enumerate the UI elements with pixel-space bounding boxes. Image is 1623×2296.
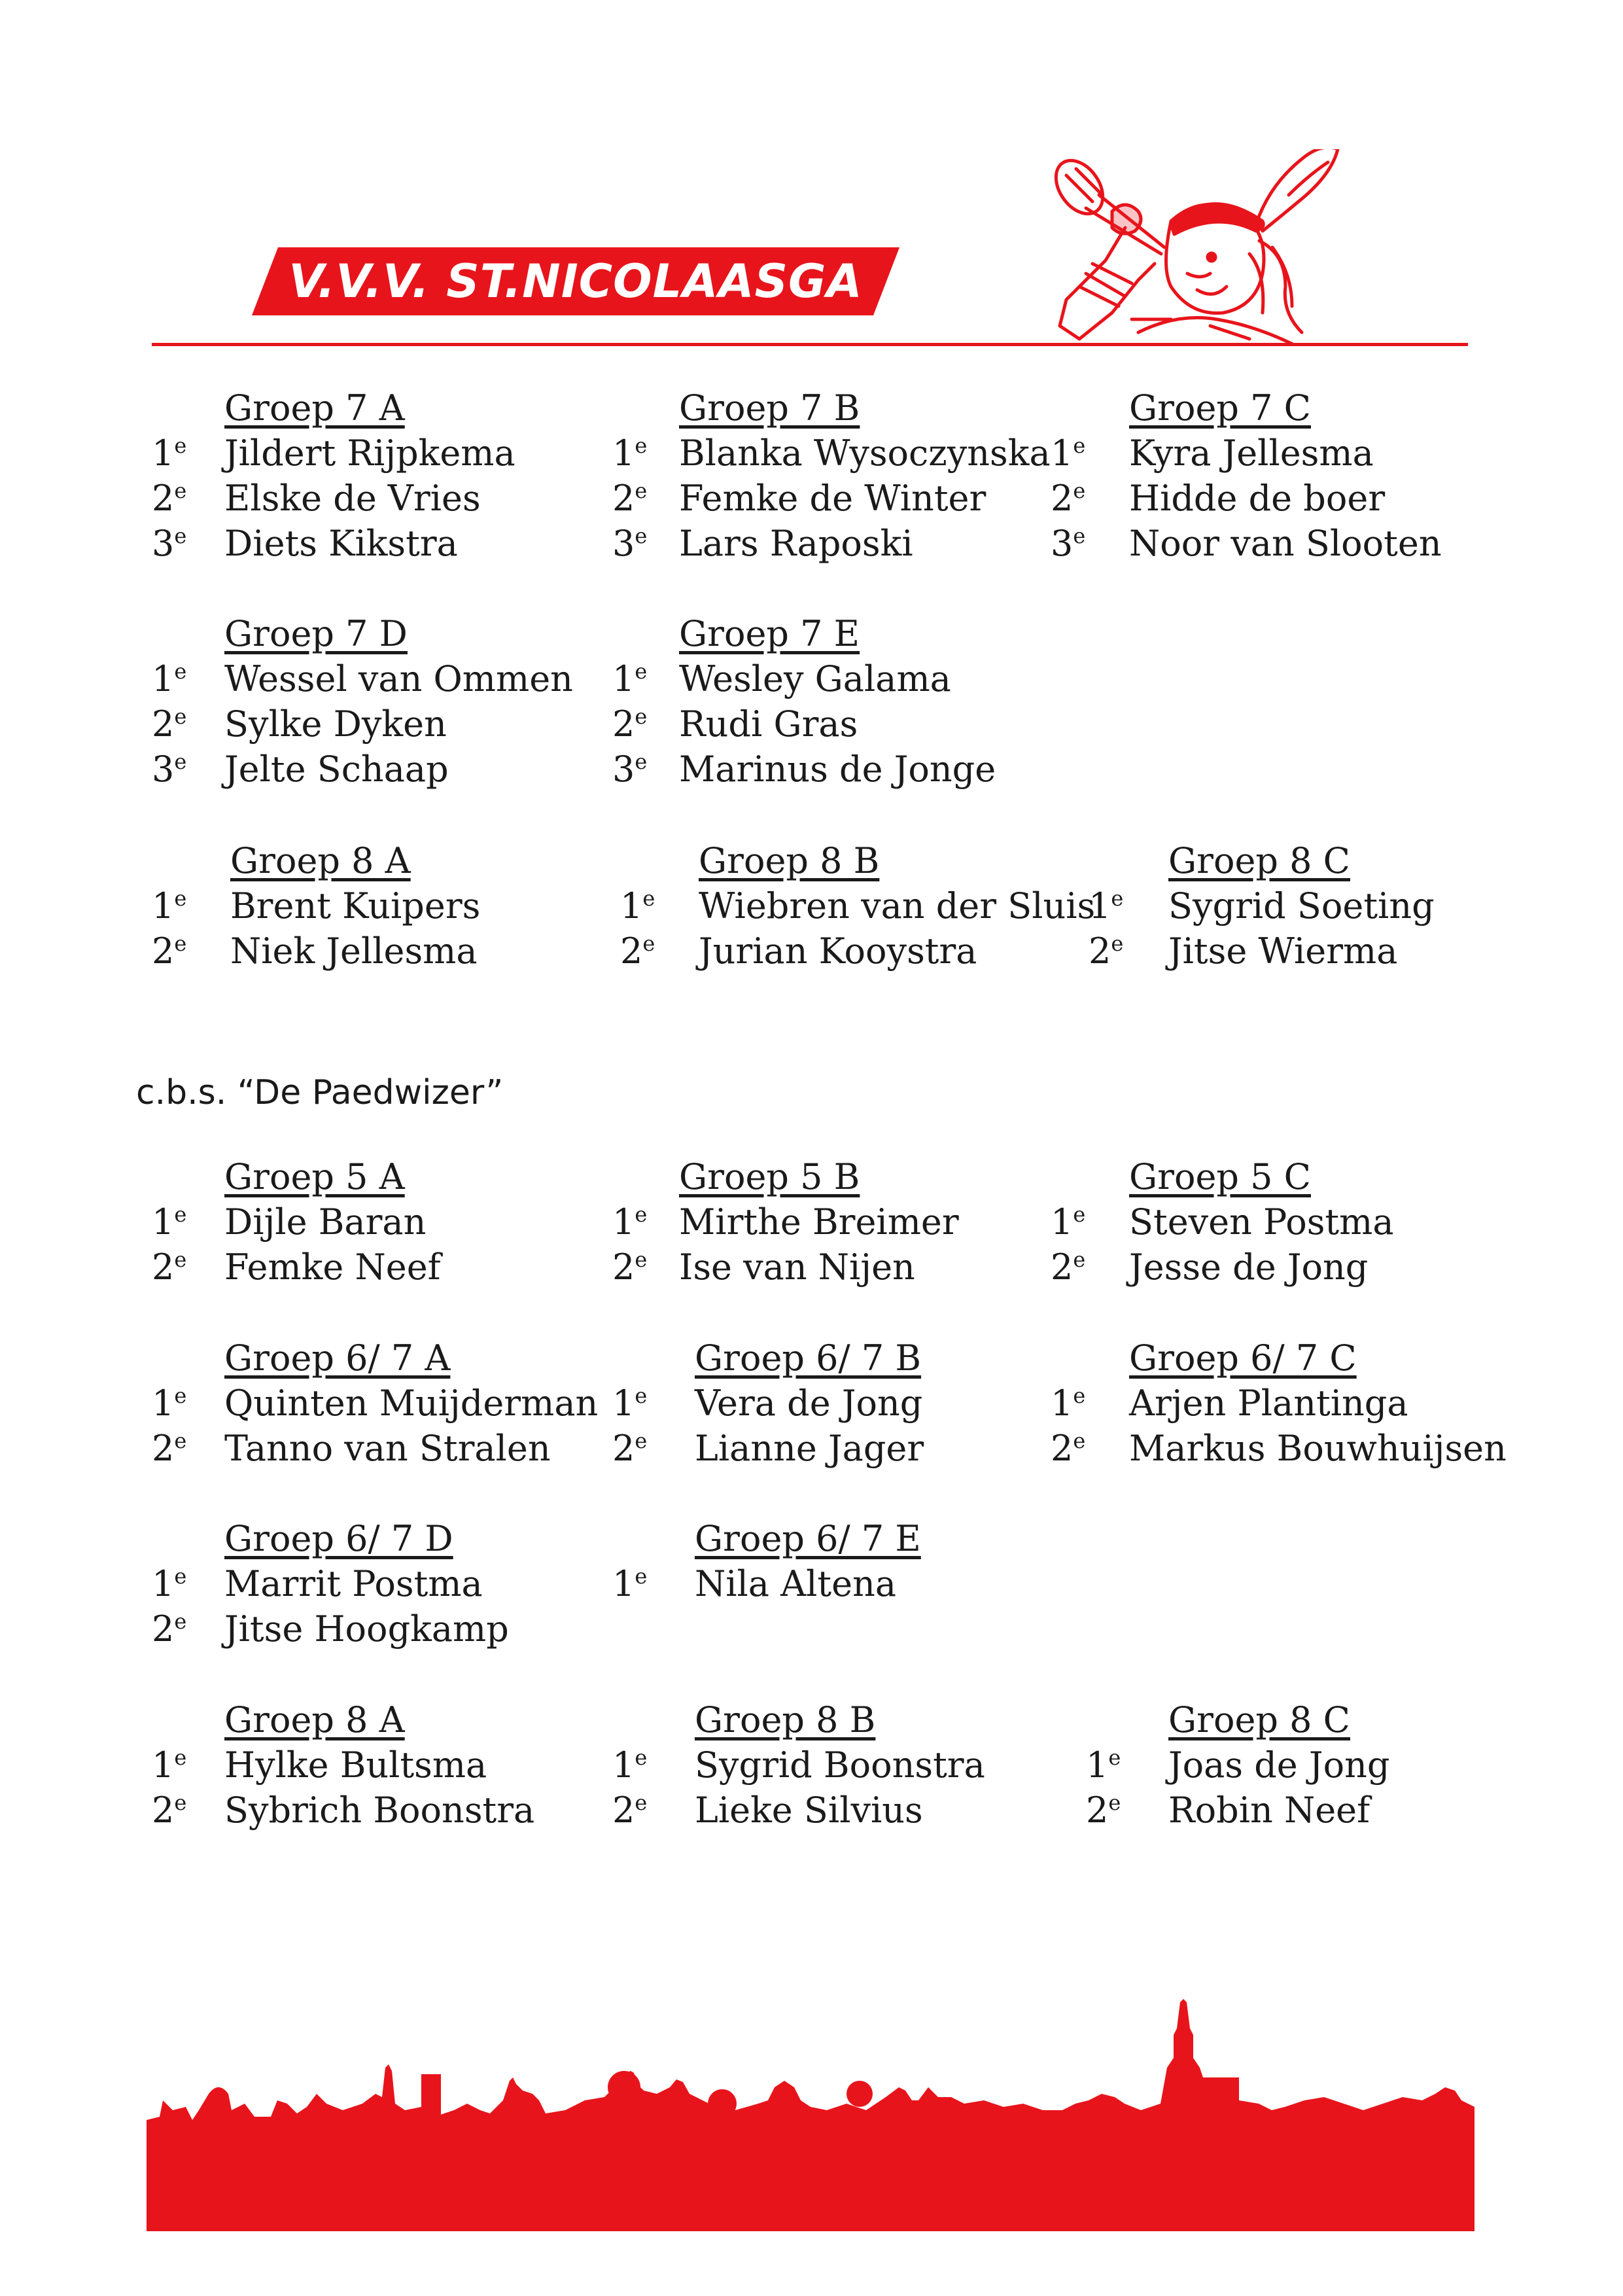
winner-name: Quinten Muijderman	[224, 1383, 599, 1424]
group-heading: Groep 8 B	[699, 840, 880, 881]
rank-number: 2	[1086, 1790, 1109, 1831]
rank-number: 1	[612, 1744, 635, 1786]
rank-label	[612, 1563, 647, 1604]
rank-label	[1051, 433, 1085, 474]
winner-name: Hylke Bultsma	[224, 1744, 487, 1786]
winner-name: Wiebren van der Sluis	[699, 885, 1096, 927]
rank-suffix: e	[174, 1202, 187, 1227]
group-heading: Groep 6/ 7 B	[695, 1337, 922, 1379]
group-heading: Groep 8 A	[224, 1699, 405, 1740]
winner-name: Mirthe Breimer	[679, 1201, 959, 1243]
school-title: c.b.s. “De Paedwizer”	[136, 1073, 504, 1112]
rank-number: 2	[1051, 478, 1073, 519]
rank-number: 2	[1051, 1246, 1073, 1288]
rank-suffix: e	[635, 478, 648, 503]
rank-number: 2	[152, 478, 175, 519]
rank-label	[612, 703, 647, 745]
rank-label	[1086, 1790, 1121, 1831]
rank-label	[1051, 1246, 1085, 1288]
rank-label	[1051, 1383, 1085, 1424]
rank-number: 2	[152, 1790, 175, 1831]
rank-suffix: e	[635, 1745, 648, 1770]
rank-label	[152, 523, 186, 564]
group-heading: Groep 7 E	[679, 613, 860, 654]
rank-suffix: e	[1111, 931, 1124, 956]
winner-name: Jitse Wierma	[1168, 930, 1398, 972]
winner-name: Jurian Kooystra	[699, 930, 977, 972]
rank-label	[152, 658, 186, 699]
rank-number: 1	[152, 1563, 175, 1604]
rank-suffix: e	[174, 886, 187, 911]
winner-name: Nila Altena	[695, 1563, 897, 1604]
rank-number: 2	[152, 703, 175, 745]
winner-name: Markus Bouwhuijsen	[1129, 1428, 1507, 1469]
rank-suffix: e	[635, 1383, 648, 1408]
rank-label	[620, 930, 655, 972]
rank-number: 2	[152, 1428, 175, 1469]
rank-suffix: e	[635, 704, 648, 729]
rank-label	[152, 1246, 186, 1288]
rank-suffix: e	[1073, 478, 1086, 503]
rank-number: 1	[152, 658, 175, 699]
winner-name: Wesley Galama	[679, 658, 951, 699]
winner-name: Kyra Jellesma	[1129, 433, 1374, 474]
rank-label	[152, 478, 186, 519]
rank-label	[1089, 885, 1123, 927]
rank-suffix: e	[635, 433, 648, 458]
header-rule	[152, 343, 1468, 346]
winner-name: Femke de Winter	[679, 478, 986, 519]
rank-label	[1051, 478, 1085, 519]
rank-number: 2	[612, 1790, 635, 1831]
rank-label	[612, 1790, 647, 1831]
rank-number: 1	[612, 1383, 635, 1424]
rank-number: 3	[152, 523, 175, 564]
winner-name: Steven Postma	[1129, 1201, 1394, 1243]
rank-label	[152, 703, 186, 745]
winner-name: Lars Raposki	[679, 523, 913, 564]
header-title: V.V.V. ST.NICOLAASGA	[288, 255, 863, 308]
winner-name: Diets Kikstra	[224, 523, 458, 564]
rank-label	[152, 1608, 186, 1650]
winner-name: Blanka Wysoczynska	[679, 433, 1051, 474]
rank-label	[152, 885, 186, 927]
rank-number: 1	[620, 885, 643, 927]
winner-name: Jildert Rijpkema	[224, 433, 515, 474]
group-heading: Groep 5 C	[1129, 1156, 1311, 1197]
village-skyline	[147, 1996, 1475, 2231]
group-heading: Groep 7 B	[679, 387, 860, 429]
group-heading: Groep 5 B	[679, 1156, 860, 1197]
winner-name: Wessel van Ommen	[224, 658, 573, 699]
rank-suffix: e	[635, 659, 648, 684]
rank-suffix: e	[174, 1790, 187, 1815]
rank-number: 2	[152, 1246, 175, 1288]
herald-logo	[1040, 149, 1367, 345]
group-heading: Groep 8 C	[1168, 1699, 1350, 1740]
rank-suffix: e	[174, 478, 187, 503]
winner-name: Lianne Jager	[695, 1428, 924, 1469]
rank-number: 3	[612, 749, 635, 790]
rank-suffix: e	[174, 433, 187, 458]
rank-number: 2	[612, 703, 635, 745]
rank-suffix: e	[174, 659, 187, 684]
winner-name: Noor van Slooten	[1129, 523, 1442, 564]
rank-number: 1	[1051, 433, 1073, 474]
rank-suffix: e	[1073, 1247, 1086, 1272]
rank-number: 2	[1089, 930, 1111, 972]
rank-label	[152, 1201, 186, 1243]
rank-number: 2	[152, 1608, 175, 1650]
rank-label	[612, 1744, 647, 1786]
rank-suffix: e	[174, 931, 187, 956]
rank-number: 1	[612, 658, 635, 699]
rank-number: 1	[152, 1383, 175, 1424]
winner-name: Hidde de boer	[1129, 478, 1386, 519]
rank-number: 2	[612, 1428, 635, 1469]
rank-label	[612, 658, 647, 699]
group-heading: Groep 5 A	[224, 1156, 405, 1197]
rank-number: 1	[612, 433, 635, 474]
winner-name: Joas de Jong	[1168, 1744, 1390, 1786]
winner-name: Tanno van Stralen	[224, 1428, 551, 1469]
rank-suffix: e	[642, 886, 655, 911]
group-heading: Groep 6/ 7 E	[695, 1518, 921, 1559]
winner-name: Vera de Jong	[695, 1383, 923, 1424]
rank-suffix: e	[1073, 1383, 1086, 1408]
rank-number: 3	[612, 523, 635, 564]
rank-number: 1	[1051, 1201, 1073, 1243]
rank-label	[152, 1744, 186, 1786]
rank-label	[620, 885, 655, 927]
rank-suffix: e	[174, 1609, 187, 1634]
group-heading: Groep 7 D	[224, 613, 408, 654]
rank-label	[612, 1246, 647, 1288]
rank-suffix: e	[174, 704, 187, 729]
winner-name: Arjen Plantinga	[1129, 1383, 1408, 1424]
rank-suffix: e	[174, 1745, 187, 1770]
winner-name: Sygrid Boonstra	[695, 1744, 985, 1786]
rank-suffix: e	[1111, 886, 1124, 911]
winner-name: Jelte Schaap	[224, 749, 449, 790]
rank-number: 1	[612, 1563, 635, 1604]
rank-suffix: e	[635, 1428, 648, 1453]
rank-number: 2	[152, 930, 175, 972]
rank-number: 2	[620, 930, 643, 972]
rank-label	[152, 1428, 186, 1469]
winner-name: Ise van Nijen	[679, 1246, 915, 1288]
rank-label	[612, 523, 647, 564]
winner-name: Robin Neef	[1168, 1790, 1370, 1831]
rank-label	[152, 1383, 186, 1424]
rank-suffix: e	[635, 1247, 648, 1272]
rank-label	[152, 749, 186, 790]
rank-suffix: e	[174, 1428, 187, 1453]
rank-label	[1089, 930, 1123, 972]
rank-suffix: e	[635, 1790, 648, 1815]
winner-name: Jitse Hoogkamp	[224, 1608, 509, 1650]
rank-label	[1051, 1428, 1085, 1469]
winner-name: Lieke Silvius	[695, 1790, 923, 1831]
winner-name: Niek Jellesma	[230, 930, 478, 972]
winner-name: Brent Kuipers	[230, 885, 481, 927]
rank-suffix: e	[635, 749, 648, 774]
winner-name: Marinus de Jonge	[679, 749, 996, 790]
rank-suffix: e	[635, 1202, 648, 1227]
group-heading: Groep 8 A	[230, 840, 411, 881]
rank-label	[612, 1201, 647, 1243]
rank-suffix: e	[1073, 1202, 1086, 1227]
group-heading: Groep 7 A	[224, 387, 405, 429]
rank-suffix: e	[1073, 1428, 1086, 1453]
rank-label	[152, 1790, 186, 1831]
rank-number: 3	[152, 749, 175, 790]
rank-label	[612, 478, 647, 519]
rank-suffix: e	[174, 1247, 187, 1272]
winner-name: Rudi Gras	[679, 703, 858, 745]
rank-suffix: e	[642, 931, 655, 956]
rank-suffix: e	[635, 1564, 648, 1589]
rank-label	[612, 433, 647, 474]
rank-number: 1	[152, 1201, 175, 1243]
group-heading: Groep 6/ 7 C	[1129, 1337, 1357, 1379]
rank-number: 1	[612, 1201, 635, 1243]
rank-suffix: e	[1073, 433, 1086, 458]
rank-suffix: e	[174, 523, 187, 548]
winner-name: Marrit Postma	[224, 1563, 483, 1604]
rank-label	[152, 433, 186, 474]
rank-suffix: e	[1073, 523, 1086, 548]
header-banner	[252, 247, 899, 315]
rank-number: 1	[1089, 885, 1111, 927]
rank-number: 3	[1051, 523, 1073, 564]
rank-number: 1	[152, 1744, 175, 1786]
winner-name: Dijle Baran	[224, 1201, 427, 1243]
rank-number: 1	[152, 433, 175, 474]
rank-suffix: e	[174, 1564, 187, 1589]
rank-suffix: e	[635, 523, 648, 548]
rank-suffix: e	[1108, 1790, 1121, 1815]
winner-name: Sybrich Boonstra	[224, 1790, 535, 1831]
rank-label	[612, 1428, 647, 1469]
rank-suffix: e	[174, 749, 187, 774]
winner-name: Sylke Dyken	[224, 703, 447, 745]
rank-label	[1086, 1744, 1121, 1786]
rank-number: 2	[1051, 1428, 1073, 1469]
rank-label	[152, 1563, 186, 1604]
winner-name: Jesse de Jong	[1129, 1246, 1369, 1288]
winner-name: Elske de Vries	[224, 478, 481, 519]
rank-suffix: e	[174, 1383, 187, 1408]
rank-label	[1051, 1201, 1085, 1243]
rank-number: 1	[1051, 1383, 1073, 1424]
group-heading: Groep 7 C	[1129, 387, 1311, 429]
winner-name: Sygrid Soeting	[1168, 885, 1435, 927]
rank-number: 2	[612, 1246, 635, 1288]
rank-label	[612, 749, 647, 790]
group-heading: Groep 6/ 7 D	[224, 1518, 453, 1559]
group-heading: Groep 8 B	[695, 1699, 876, 1740]
rank-number: 1	[152, 885, 175, 927]
group-heading: Groep 8 C	[1168, 840, 1350, 881]
group-heading: Groep 6/ 7 A	[224, 1337, 451, 1379]
rank-suffix: e	[1108, 1745, 1121, 1770]
rank-number: 2	[612, 478, 635, 519]
winner-name: Femke Neef	[224, 1246, 441, 1288]
rank-label	[612, 1383, 647, 1424]
rank-label	[152, 930, 186, 972]
rank-number: 1	[1086, 1744, 1109, 1786]
rank-label	[1051, 523, 1085, 564]
